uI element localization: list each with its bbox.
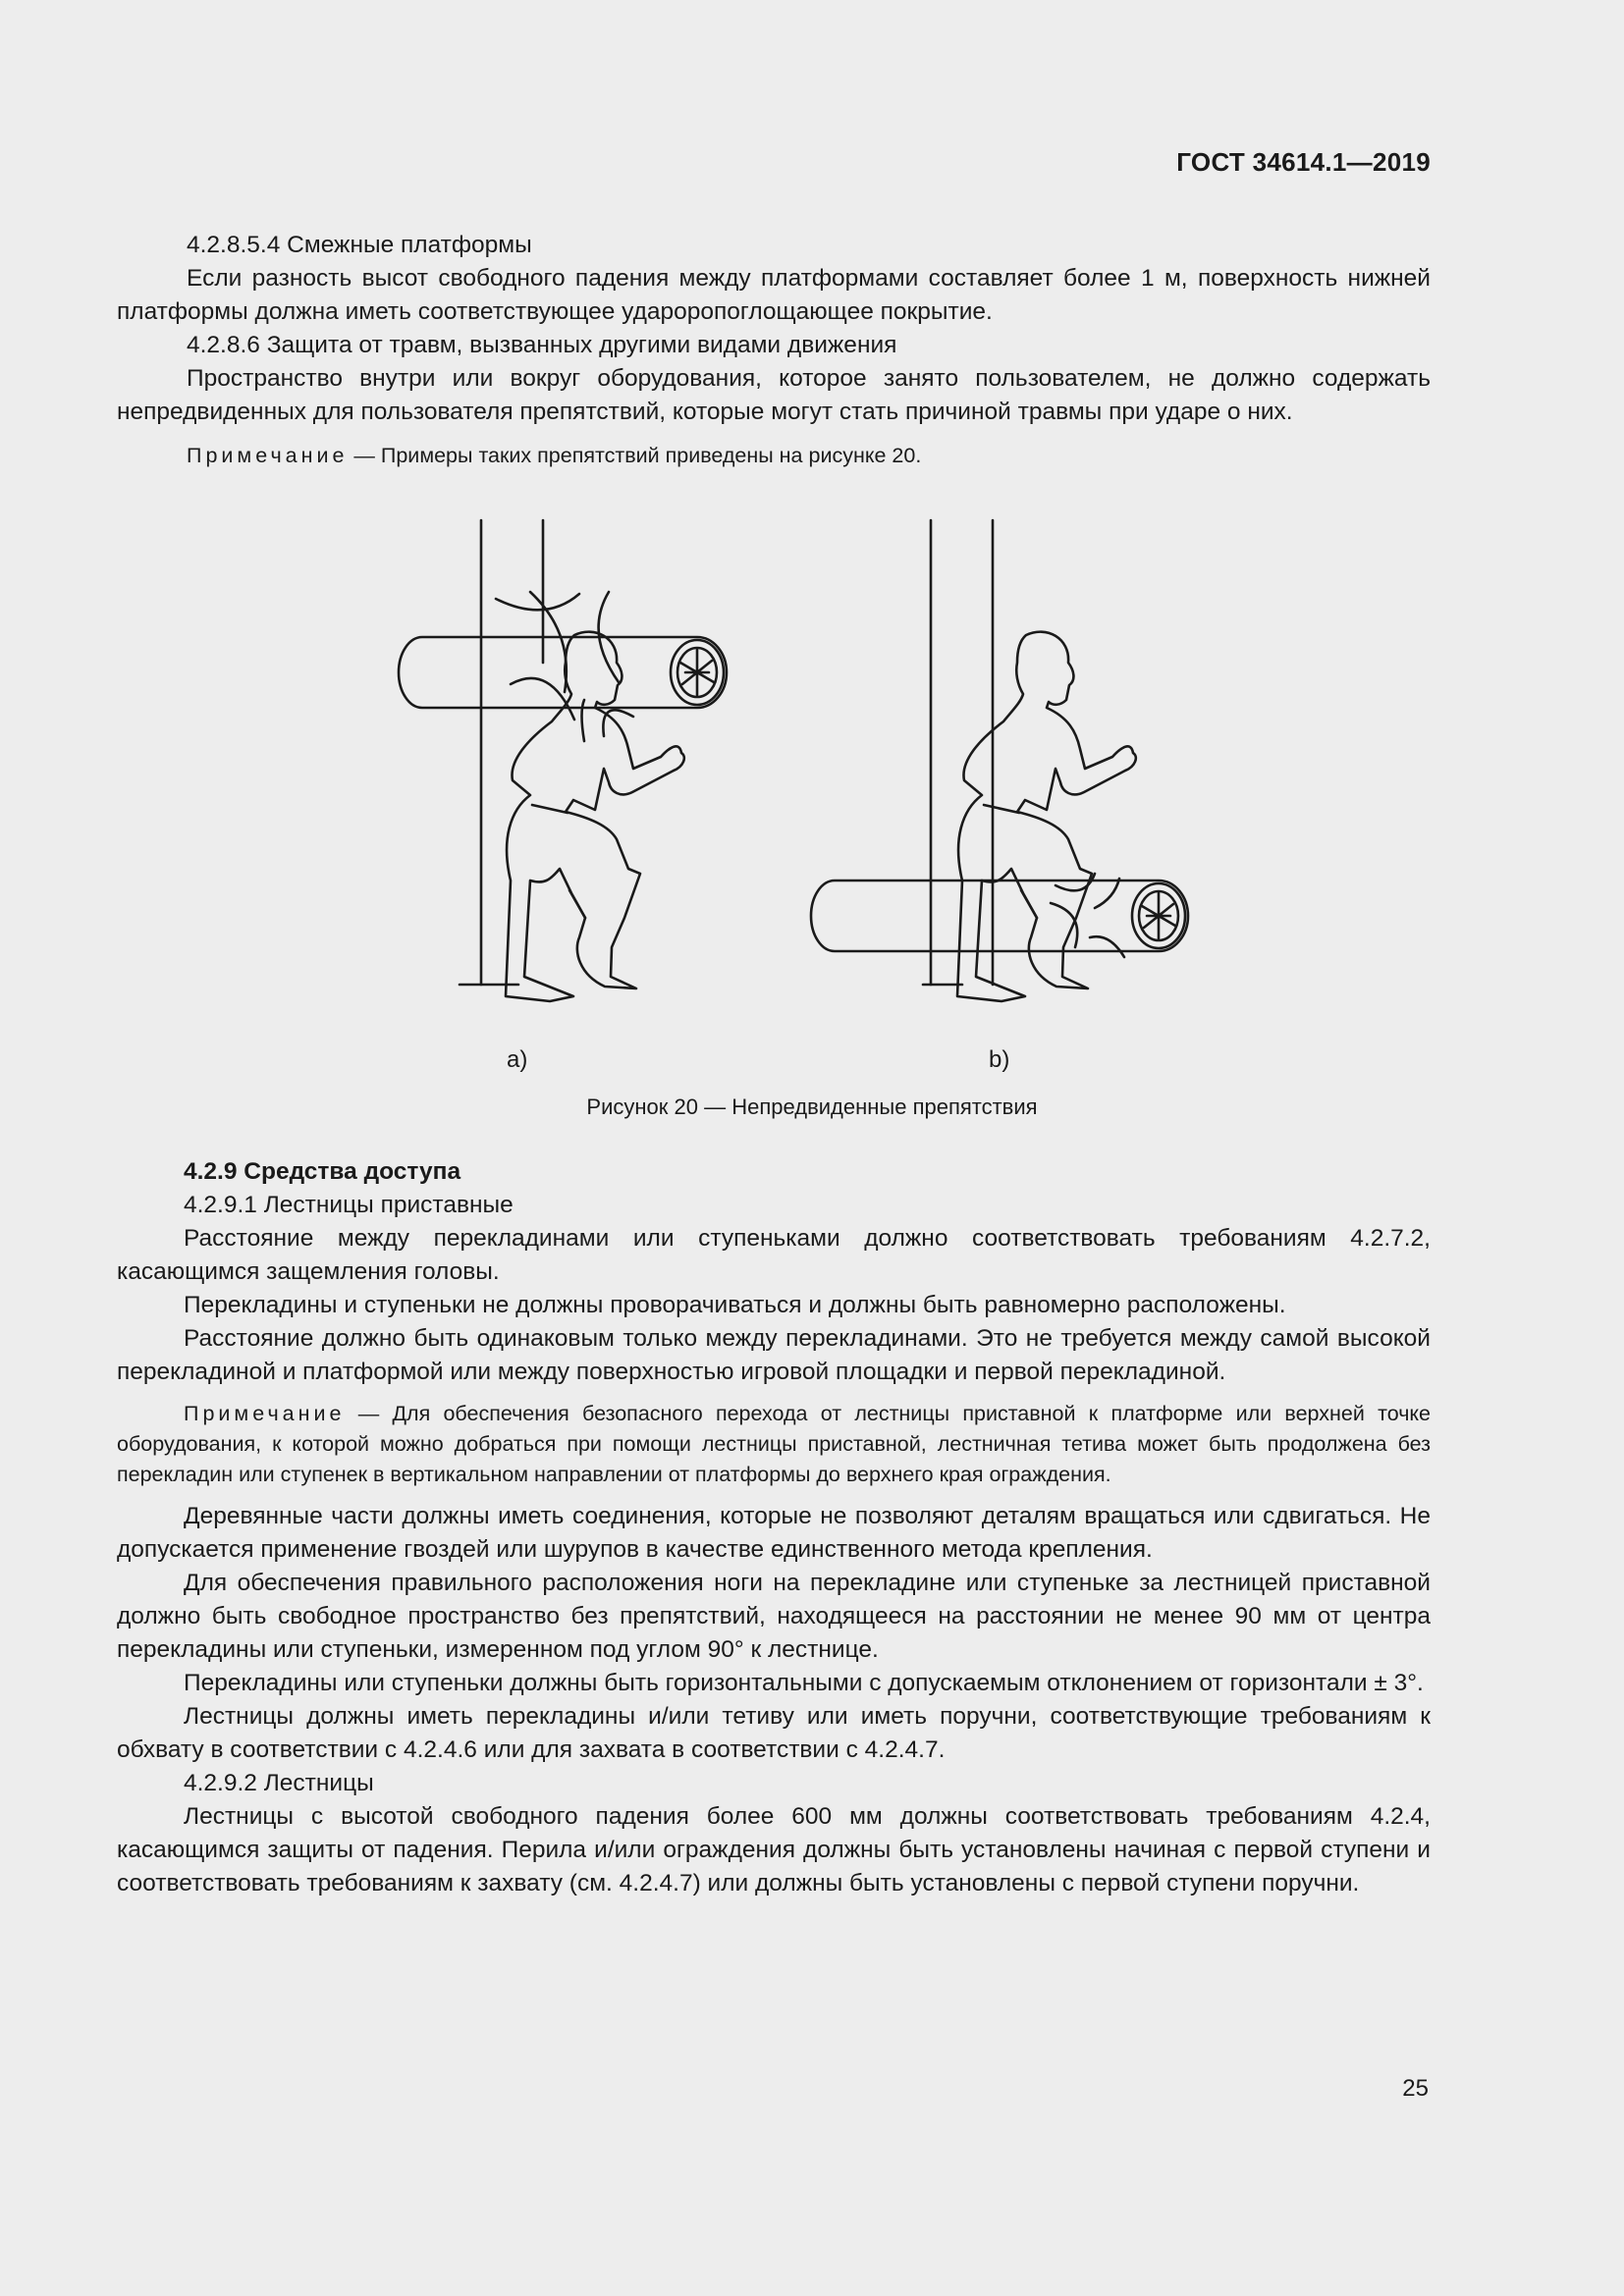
paragraph: Лестницы должны иметь перекладины и/или тетиву или иметь поручни, соответствующие требованиям к обхвату в соответствии с 4.2.4.6 или для захвата в соответствии с 4.2.4.7. [117,1703,1431,1763]
paragraph: Для обеспечения правильного расположения ноги на перекладине или ступеньке за лестницей приставной должно быть свободное пространство без препятствий, находящееся на расстоянии не менее 90 мм от центра перекладины или ступеньки, измеренном под углом 90° к лестнице. [117,1570,1431,1663]
figure-label-b: b) [989,1046,1010,1073]
paragraph: Перекладины или ступеньки должны быть горизонтальными с допускаемым отклонением от горизонтали ± 3°. [184,1670,1424,1696]
figure-caption: Рисунок 20 — Непредвиденные препятствия [586,1095,1038,1119]
note [117,441,1431,471]
clause-4-2-9-2: 4.2.9.2 Лестницы [184,1770,374,1796]
paragraph: Пространство внутри или вокруг оборудования, которое занято пользователем, не должно содержать непредвиденных для пользователя препятствий, которые могут стать причиной травмы при ударе о них. [117,365,1431,425]
paragraph: Расстояние должно быть одинаковым только между перекладинами. Это не требуется между самой высокой перекладиной и платформой или между поверхностью игровой площадки и первой перекладиной. [117,1325,1431,1385]
paragraph: Расстояние между перекладинами или ступеньками должно соответствовать требованиям 4.2.7.2, касающимся защемления головы. [117,1225,1431,1285]
paragraph: Деревянные части должны иметь соединения, которые не позволяют деталям вращаться или сдвигаться. Не допускается применение гвоздей или шурупов в качестве единственного метода крепления. [117,1503,1431,1563]
note-label: Примечание [184,1402,346,1425]
clause-4-2-9-1: 4.2.9.1 Лестницы приставные [184,1192,514,1218]
section-access-means [117,1155,1431,1900]
note-label: Примечание [187,444,349,467]
note-text: — Примеры таких препятствий приведены на рисунке 20. [348,444,922,467]
clause-4-2-8-5-4: 4.2.8.5.4 Смежные платформы [187,232,532,258]
figure-b-drawing [811,520,1188,1001]
note [117,1399,1431,1490]
clause-4-2-8-6: 4.2.8.6 Защита от травм, вызванных другими видами движения [187,332,897,358]
paragraph: Лестницы с высотой свободного падения более 600 мм должны соответствовать требованиям 4.2.4, касающимся защиты от падения. Перила и/или ограждения должны быть установлены начиная с первой ступени и соответствовать требованиям к захвату (см. 4.2.4.7) или должны быть установлены с первой ступени поручни. [117,1803,1431,1896]
page-number: 25 [1402,2075,1429,2102]
section-platforms [117,229,1431,471]
note-text: — Для обеспечения безопасного перехода от лестницы приставной к платформе или верхней точке оборудования, к которой можно добраться при помощи лестницы приставной, лестничная тетива может быть продолжена без перекладин или ступенек в вертикальном направлении от платформы до верхнего края ограждения. [117,1402,1431,1486]
section-heading-4-2-9: 4.2.9 Средства доступа [184,1158,461,1185]
figure-label-a: а) [507,1046,528,1073]
paragraph: Перекладины и ступеньки не должны проворачиваться и должны быть равномерно расположены. [184,1292,1286,1318]
figure-20-illustration [363,515,1227,1065]
figure-a-drawing [399,520,727,1001]
document-header: ГОСТ 34614.1—2019 [1176,147,1431,177]
paragraph: Если разность высот свободного падения между платформами составляет более 1 м, поверхность нижней платформы должна иметь соответствующее удароропоглощающее покрытие. [117,265,1431,325]
